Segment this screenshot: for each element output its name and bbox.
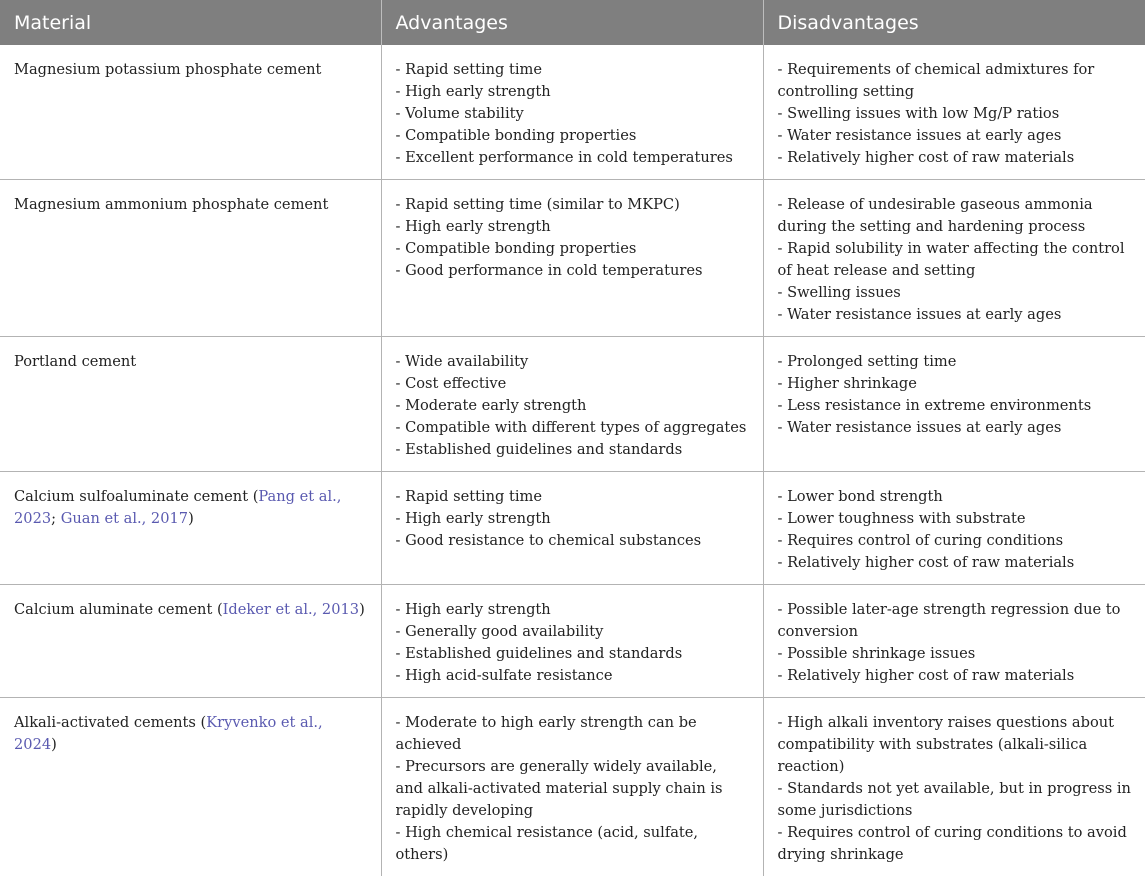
advantage-item: - Moderate early strength <box>396 395 749 417</box>
advantage-item: - Precursors are generally widely available, and alkali-activated material supply chain is rapidly developing <box>396 756 749 822</box>
disadvantages-cell <box>763 45 1145 180</box>
table-row <box>0 45 1145 180</box>
advantages-cell <box>381 180 763 337</box>
advantage-item: - Rapid setting time <box>396 486 749 508</box>
table-row <box>0 337 1145 472</box>
disadvantages-cell <box>763 698 1145 876</box>
advantage-item: - Good performance in cold temperatures <box>396 260 749 282</box>
disadvantage-item: - Possible later-age strength regression due to conversion <box>778 599 1132 643</box>
disadvantages-cell <box>763 472 1145 585</box>
disadvantage-item: - Water resistance issues at early ages <box>778 304 1132 326</box>
disadvantage-item: - Rapid solubility in water affecting the control of heat release and setting <box>778 238 1132 282</box>
advantage-item: - Compatible with different types of aggregates <box>396 417 749 439</box>
advantages-cell <box>381 698 763 876</box>
table-row <box>0 180 1145 337</box>
disadvantage-item: - Release of undesirable gaseous ammonia during the setting and hardening process <box>778 194 1132 238</box>
table-row <box>0 472 1145 585</box>
advantage-item: - High early strength <box>396 81 749 103</box>
table-row <box>0 698 1145 876</box>
disadvantage-item: - Requires control of curing conditions <box>778 530 1132 552</box>
header-material: Material <box>0 0 381 45</box>
advantage-item: - High acid-sulfate resistance <box>396 665 749 687</box>
advantage-item: - High chemical resistance (acid, sulfate, others) <box>396 822 749 866</box>
advantages-cell <box>381 45 763 180</box>
citation-link[interactable]: Kryvenko et al., 2024 <box>14 714 323 753</box>
citation-link[interactable]: Guan et al., 2017 <box>61 510 188 527</box>
disadvantage-item: - Swelling issues with low Mg/P ratios <box>778 103 1132 125</box>
disadvantages-cell <box>763 337 1145 472</box>
material-cell: Magnesium potassium phosphate cement <box>0 45 381 180</box>
citation-link[interactable]: Ideker et al., 2013 <box>223 601 359 618</box>
header-row <box>0 0 1145 45</box>
advantage-item: - Established guidelines and standards <box>396 643 749 665</box>
table-row <box>0 585 1145 698</box>
disadvantage-item: - Relatively higher cost of raw materials <box>778 147 1132 169</box>
advantage-item: - Generally good availability <box>396 621 749 643</box>
citation-link[interactable]: Pang et al., 2023 <box>14 488 341 527</box>
disadvantage-item: - Requires control of curing conditions to avoid drying shrinkage <box>778 822 1132 866</box>
material-cell: Portland cement <box>0 337 381 472</box>
disadvantage-item: - Relatively higher cost of raw materials <box>778 552 1132 574</box>
disadvantage-item: - Lower toughness with substrate <box>778 508 1132 530</box>
disadvantage-item: - Requirements of chemical admixtures for controlling setting <box>778 59 1132 103</box>
material-cell: Calcium aluminate cement (Ideker et al., 2013) <box>0 585 381 698</box>
advantage-item: - Volume stability <box>396 103 749 125</box>
disadvantage-item: - Water resistance issues at early ages <box>778 417 1132 439</box>
advantage-item: - Excellent performance in cold temperatures <box>396 147 749 169</box>
disadvantage-item: - Higher shrinkage <box>778 373 1132 395</box>
advantage-item: - Established guidelines and standards <box>396 439 749 461</box>
advantage-item: - Rapid setting time (similar to MKPC) <box>396 194 749 216</box>
material-cell: Magnesium ammonium phosphate cement <box>0 180 381 337</box>
disadvantage-item: - Less resistance in extreme environments <box>778 395 1132 417</box>
disadvantage-item: - Relatively higher cost of raw materials <box>778 665 1132 687</box>
material-cell: Calcium sulfoaluminate cement (Pang et al., 2023; Guan et al., 2017) <box>0 472 381 585</box>
disadvantage-item: - High alkali inventory raises questions about compatibility with substrates (alkali-silica reaction) <box>778 712 1132 778</box>
advantage-item: - High early strength <box>396 216 749 238</box>
disadvantage-item: - Swelling issues <box>778 282 1132 304</box>
disadvantage-item: - Lower bond strength <box>778 486 1132 508</box>
disadvantages-cell <box>763 585 1145 698</box>
disadvantage-item: - Prolonged setting time <box>778 351 1132 373</box>
advantage-item: - High early strength <box>396 508 749 530</box>
advantage-item: - Good resistance to chemical substances <box>396 530 749 552</box>
advantage-item: - Wide availability <box>396 351 749 373</box>
advantage-item: - Moderate to high early strength can be achieved <box>396 712 749 756</box>
advantage-item: - Cost effective <box>396 373 749 395</box>
header-advantages: Advantages <box>381 0 763 45</box>
disadvantage-item: - Standards not yet available, but in progress in some jurisdictions <box>778 778 1132 822</box>
disadvantage-item: - Water resistance issues at early ages <box>778 125 1132 147</box>
advantages-cell <box>381 337 763 472</box>
advantage-item: - Rapid setting time <box>396 59 749 81</box>
advantages-cell <box>381 472 763 585</box>
header-disadvantages: Disadvantages <box>763 0 1145 45</box>
advantages-cell <box>381 585 763 698</box>
material-cell: Alkali-activated cements (Kryvenko et al., 2024) <box>0 698 381 876</box>
disadvantages-cell <box>763 180 1145 337</box>
disadvantage-item: - Possible shrinkage issues <box>778 643 1132 665</box>
advantage-item: - Compatible bonding properties <box>396 125 749 147</box>
advantage-item: - Compatible bonding properties <box>396 238 749 260</box>
advantage-item: - High early strength <box>396 599 749 621</box>
